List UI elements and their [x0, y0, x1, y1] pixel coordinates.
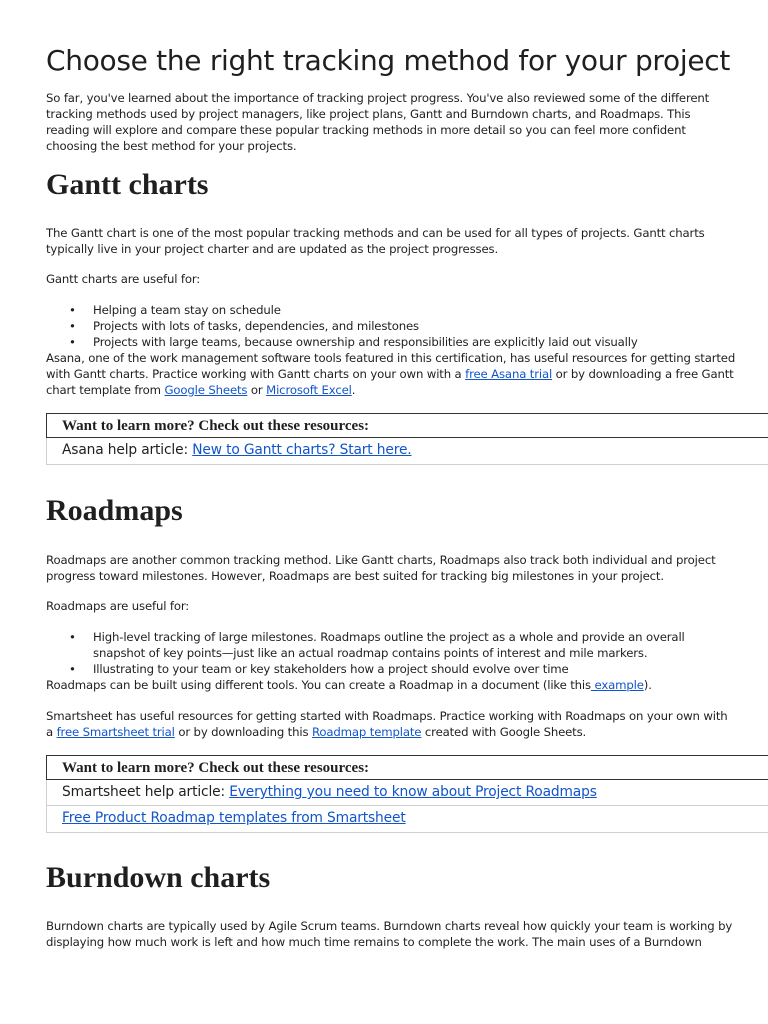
bullet-icon: • [69, 662, 76, 676]
roadmaps-heading: Roadmaps [46, 494, 183, 527]
burndown-heading: Burndown charts [46, 861, 271, 894]
roadmap-templates-link[interactable]: Free Product Roadmap templates from Smartsheet [62, 810, 406, 826]
bullet-icon: • [69, 319, 76, 333]
page-title: Choose the right tracking method for your project [46, 44, 731, 77]
gantt-article-link[interactable]: New to Gantt charts? Start here. [192, 442, 412, 458]
free-asana-trial-link[interactable]: free Asana trial [465, 367, 553, 381]
gantt-resources-table [46, 413, 768, 465]
roadmaps-description: Roadmaps are another common tracking method. Like Gantt charts, Roadmaps also track both individual and project progress toward milestones. However, Roadmaps are best suited for tracking big milestones in your project. [46, 553, 716, 583]
resources-heading: Want to learn more? Check out these resources: [46, 413, 768, 438]
roadmap-tools-paragraph: Roadmaps can be built using different tools. You can create a Roadmap in a document (like this example). [46, 678, 652, 692]
document-page: Choose the right tracking method for your project So far, you've learned about the importance of tracking project progress. You've also reviewed some of the different tracking methods used by project managers, like project plans, Gantt and Burndown charts, and Roadmaps. This reading will explore and compare these popular tracking methods in more detail so you can feel more confident choosing the best method for your projects. Gantt charts The Gantt chart is one of the most popular tracking methods and can be used for all types of projects. Gantt charts typically live in your project charter and are updated as the project progresses. Gantt charts are useful for: • Helping a team stay on schedule • Projects with lots of tasks, dependencies, and milestones • Projects with large teams, because ownership and responsibilities are explicitly laid out visually Asana, one of the work management software tools featured in this certification, has useful resources for getting started with Gantt charts. Practice working with Gantt charts on your own with a free Asana trial or by downloading a free Gantt chart template from Google Sheets or Microsoft Excel. Want to learn more? Check out these resources: Asana help article: New to Gantt charts? Start here. Roadmaps Roadmaps are another common tracking method. Like Gantt charts, Roadmaps also track both individual and project progress toward milestones. However, Roadmaps are best suited for tracking big milestones in your project. Roadmaps are useful for: • High-level tracking of large milestones. Roadmaps outline the project as a whole and provide an overall snapshot of key points—just like an actual roadmap contains points of interest and mile markers. • Illustrating to your team or key stakeholders how a project should evolve over time Roadmaps can be built using different tools. You can create a Roadmap in a document (like this example). Smartsheet has useful resources for getting started with Roadmaps. Practice working with Roadmaps on your own with a free Smartsheet trial or by downloading this Roadmap template created with Google Sheets. Want to learn more? Check out these resources: Smartsheet help article: Everything you need to know about Project Roadmaps Free Product Roadmap templates from Smartsheet Burndown charts Burndown charts are typically used by Agile Scrum teams. Burndown charts reveal how quickly your team is working by displaying how much work is left and how much time remains to complete the work. The main uses of a Burndown [0, 0, 768, 1024]
bullet-icon: • [69, 335, 76, 349]
bullet-icon: • [69, 303, 76, 317]
roadmaps-useful-for: Roadmaps are useful for: [46, 599, 190, 613]
gantt-description: The Gantt chart is one of the most popular tracking methods and can be used for all types of projects. Gantt charts typically live in your project charter and are updated as the project progresses. [46, 226, 705, 256]
microsoft-excel-link[interactable]: Microsoft Excel [266, 383, 352, 397]
project-roadmaps-article-link[interactable]: Everything you need to know about Project Roadmaps [229, 784, 597, 800]
free-smartsheet-trial-link[interactable]: free Smartsheet trial [56, 725, 175, 739]
burndown-description: Burndown charts are typically used by Agile Scrum teams. Burndown charts reveal how quickly your team is working by displaying how much work is left and how much time remains to complete the work. The main uses of a Burndown [46, 919, 733, 949]
intro-paragraph: So far, you've learned about the importance of tracking project progress. You've also reviewed some of the different tracking methods used by project managers, like project plans, Gantt and Burndown charts, and Roadmaps. This reading will explore and compare these popular tracking methods in more detail so you can feel more confident choosing the best method for your projects. [46, 91, 710, 153]
resource-row: Asana help article: New to Gantt charts? Start here. [62, 442, 412, 458]
smartsheet-paragraph: Smartsheet has useful resources for getting started with Roadmaps. Practice working with Roadmaps on your own with a free Smartsheet trial or by downloading this Roadmap template created with Google Sheets. [46, 709, 728, 739]
resources-heading: Want to learn more? Check out these resources: [46, 755, 768, 780]
asana-paragraph: Asana, one of the work management software tools featured in this certification, has useful resources for getting started with Gantt charts. Practice working with Gantt charts on your own with a free Asana trial or by downloading a free Gantt chart template from Google Sheets or Microsoft Excel. [46, 351, 736, 397]
resource-row [47, 806, 768, 832]
google-sheets-link[interactable]: Google Sheets [164, 383, 248, 397]
resource-row: Smartsheet help article: Everything you need to know about Project Roadmaps [47, 780, 768, 806]
bullet-icon: • [69, 630, 76, 644]
roadmaps-resources-table [46, 755, 768, 833]
gantt-heading: Gantt charts [46, 168, 209, 201]
roadmap-template-link[interactable]: Roadmap template [311, 725, 422, 739]
example-link[interactable]: example [590, 678, 644, 692]
gantt-useful-for: Gantt charts are useful for: [46, 272, 201, 286]
